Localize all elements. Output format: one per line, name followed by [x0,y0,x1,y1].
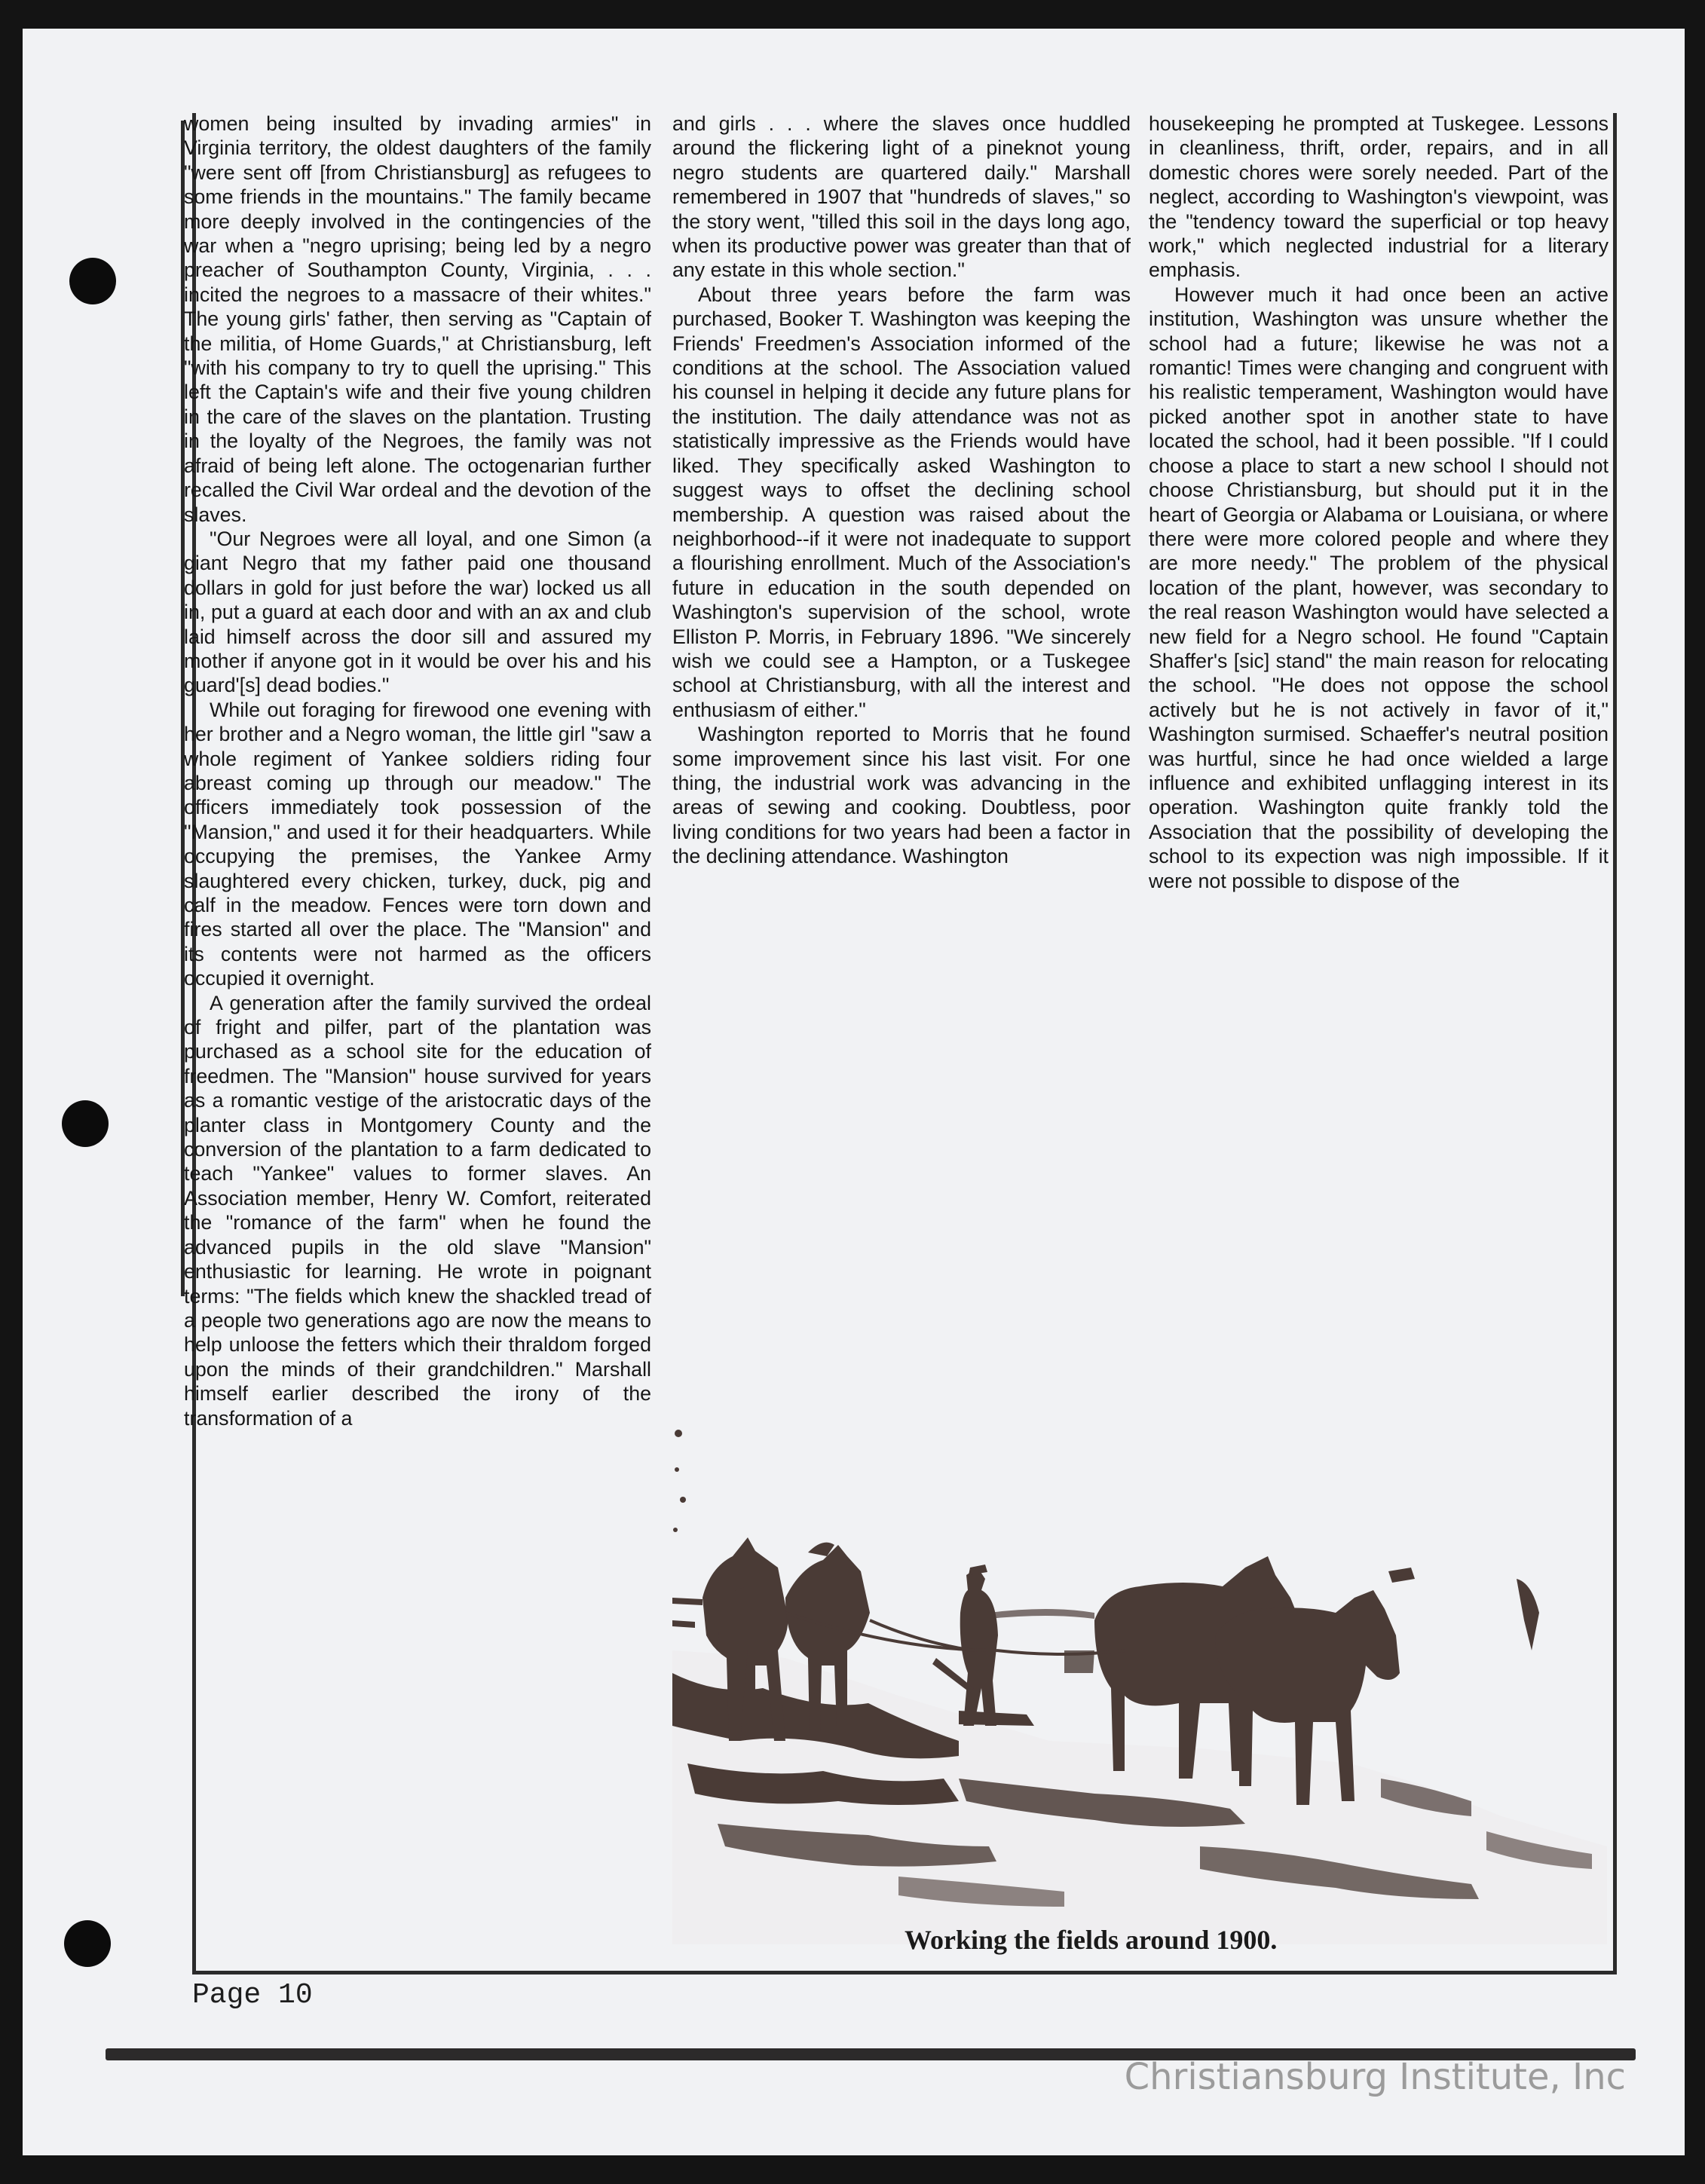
paragraph-left-1: women being insulted by invading armies" in Virginia territory, the oldest daughters of the family "were sent off [from Christiansburg] as refugees to some friends in the mountains." The family became more deeply involved in the contingencies of the war when a "negro uprising; being led by a negro preacher of Southampton County, Virginia, . . . incited the negroes to a massacre of their whites." The young girls' father, then serving as "Captain of the militia, of Home Guards," at Christiansburg, left "with his company to try to quell the uprising." This left the Captain's wife and their five young children in the care of the slaves on the plantation. Trusting in the loyalty of the Negroes, the family was not afraid of being left alone. The octogenarian further recalled the Civil War ordeal and the devotion of the slaves. [184,112,651,526]
archive-watermark: Christiansburg Institute, Inc [1124,2056,1626,2098]
page-number: Page 10 [192,1979,313,2011]
article-column-middle [672,112,1131,1167]
paragraph-right-2: However much it had once been an active institution, Washington was unsure whether the school had a future; likewise he was not a romantic! Times were changing and congruent with his realistic temperament, Washington would have picked another spot in another state to have located the school, had it been possible. "If I could choose a place to start a new school I should not choose Christiansburg, but should put it in the heart of Georgia or Alabama or Louisiana, or where there were more colored people and where they are more needy." The problem of the physical location of the plant, however, was secondary to the real reason Washington would have selected a new field for a Negro school. He found "Captain Shaffer's [sic] stand" the main reason for relocating the school. "He does not oppose the school actively but he is not actively in favor of it," Washington surmised. Schaeffer's neutral position was hurtful, since he had once wielded a large influence and exhibited unflagging interest in its operation. Washington quite frankly told the Association that the possibility of developing the school to its expection was nigh impossible. If it were not possible to dispose of the [1149,283,1609,892]
paragraph-left-2: "Our Negroes were all loyal, and one Simon (a giant Negro that my father paid one thousand dollars in gold for just before the war) locked us all in, put a guard at each door and with an ax and club laid himself across the door sill and assured my mother if anyone got in it would be over his and his guard'[s] dead bodies." [184,527,651,697]
paragraph-left-3: While out foraging for firewood one evening with her brother and a Negro woman, the little girl "saw a whole regiment of Yankee soldiers riding four abreast coming up through our meadow." The officers immediately took possession of the "Mansion," and used it for their headquarters. While occupying the premises, the Yankee Army slaughtered every chicken, turkey, duck, pig and calf in the meadow. Fences were torn down and fires started all over the place. The "Mansion" and its contents were not harmed as the officers occupied it overnight. [184,698,651,990]
binder-hole-middle [62,1100,109,1147]
field-horses-photo [672,1424,1607,1944]
article-column-right [1149,112,1609,1182]
binder-hole-top [69,258,116,304]
paragraph-middle-2: About three years before the farm was purchased, Booker T. Washington was keeping the Friends' Freedmen's Association informed of the conditions at the school. The Association valued his counsel in helping it decide any future plans for the institution. The daily attendance was not as statistically impressive as the Friends would have liked. They specifically asked Washington to suggest ways to offset the declining school membership. A question was raised about the neighborhood--if it were not inadequate to support a flourishing enrollment. Much of the Association's future in education in the south depended on Washington's supervision of the school, wrote Elliston P. Morris, in February 1896. "We sincerely wish we could see a Hampton, or a Tuskegee school at Christiansburg, with all the interest and enthusiasm of either." [672,283,1131,721]
paragraph-left-4: A generation after the family survived the ordeal of fright and pilfer, part of the plantation was purchased as a school site for the education of freedmen. The "Mansion" house survived for years as a romantic vestige of the aristocratic days of the planter class in Montgomery County and the conversion of the plantation to a farm dedicated to teach "Yankee" values to former slaves. An Association member, Henry W. Comfort, reiterated the "romance of the farm" when he found the advanced pupils in the old slave "Mansion" enthusiastic for learning. He wrote in poignant terms: "The fields which knew the shackled tread of a people two generations ago are now the means to help unloose the fetters which their thraldom forged upon the minds of their grandchildren." Marshall himself earlier described the irony of the transformation of a [184,991,651,1430]
photo-caption: Working the fields around 1900. [905,1925,1278,1955]
binder-hole-bottom [64,1920,111,1967]
paragraph-middle-1: and girls . . . where the slaves once huddled around the flickering light of a pineknot young negro students are quartered daily." Marshall remembered in 1907 that "hundreds of slaves," so the story went, "tilled this soil in the days long ago, when its productive power was greater than that of any estate in this whole section." [672,112,1131,282]
article-column-left [184,112,651,1965]
paragraph-middle-3: Washington reported to Morris that he found some improvement since his last visit. For one thing, the industrial work was advancing in the areas of sewing and cooking. Doubtless, poor living conditions for two years had been a factor in the declining attendance. Washington [672,723,1131,868]
paragraph-right-1: housekeeping he prompted at Tuskegee. Lessons in cleanliness, thrift, order, repairs, and in all domestic chores were sorely needed. Part of the neglect, according to Washington's viewpoint, was the "tendency toward the superficial or top heavy work," which neglected industrial for a literary emphasis. [1149,112,1609,282]
